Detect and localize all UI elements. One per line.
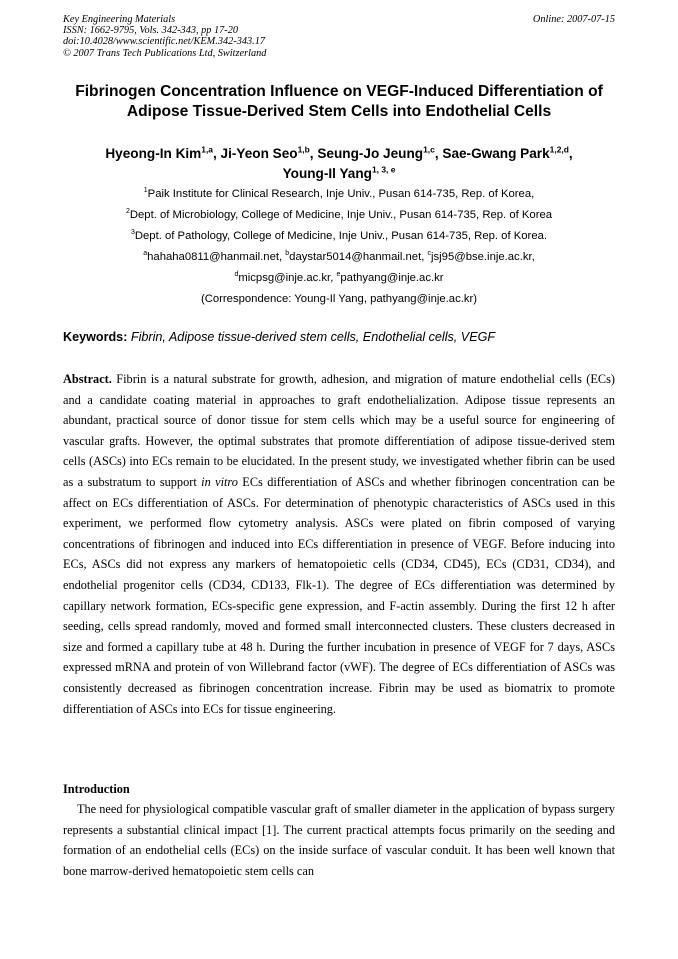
email-address[interactable]: hahaha0811@hanmail.net, — [147, 251, 286, 263]
affiliation-line — [40, 226, 638, 247]
author-name: Seung-Jo Jeung — [317, 146, 424, 161]
correspondence-line: (Correspondence: Young-Il Yang, pathyang@inje.ac.kr) — [200, 293, 478, 305]
email-address[interactable]: micpsg@inje.ac.kr, — [238, 272, 337, 284]
email-marker: b — [285, 250, 290, 258]
title-line-1: Fibrinogen Concentration Influence on VEGF-Induced Differentiation of — [75, 83, 603, 100]
author-affiliation-marker: 1, 3, e — [371, 164, 396, 175]
affiliation-text: Dept. of Microbiology, College of Medicine, Inje Univ., Pusan 614-735, Rep. of Korea — [129, 209, 553, 221]
email-address[interactable]: jsj95@bse.inje.ac.kr, — [431, 251, 535, 263]
abstract-italic: in vitro — [201, 474, 238, 489]
affiliation-marker: 3 — [130, 229, 135, 237]
email-marker: e — [336, 271, 341, 279]
email-line — [40, 268, 638, 289]
author-name: Ji-Yeon Seo — [220, 146, 298, 161]
author-affiliation-marker: 1,a — [201, 144, 213, 155]
affiliation-marker: 2 — [125, 208, 130, 216]
author-emails — [40, 247, 638, 310]
author-list — [40, 144, 638, 184]
email-marker: a — [143, 250, 148, 258]
introduction-text: The need for physiological compatible vascular graft of smaller diameter in the application of bypass surgery represents a substantial clinical impact [1]. The current practical attempts focus primarily on the seeding and formation of an endothelial cells (ECs) on the inside surface of vascular conduit. It has been well known that bone marrow-derived hematopoietic stem cells can — [63, 802, 615, 878]
abstract-label: Abstract. — [63, 372, 112, 386]
journal-name: Key Engineering Materials — [63, 14, 176, 25]
author-name: Sae-Gwang Park — [442, 146, 550, 161]
affiliation-text: Dept. of Pathology, College of Medicine, Inje Univ., Pusan 614-735, Rep. of Korea. — [134, 230, 548, 242]
author-affiliation-marker: 1,c — [423, 144, 435, 155]
affiliation-marker: 1 — [143, 187, 148, 195]
paper-title — [50, 82, 628, 122]
affiliation-line — [40, 205, 638, 226]
doi-line: doi:10.4028/www.scientific.net/KEM.342-343.17 — [63, 36, 266, 48]
email-marker: d — [234, 271, 239, 279]
journal-header — [63, 14, 615, 59]
author-affiliation-marker: 1,b — [297, 144, 310, 155]
keywords-label: Keywords: — [63, 330, 128, 344]
author-name: Hyeong-In Kim — [105, 146, 202, 161]
keywords — [63, 328, 615, 346]
author-affiliation-marker: 1,2,d — [549, 144, 569, 155]
affiliation-text: Paik Institute for Clinical Research, Inje Univ., Pusan 614-735, Rep. of Korea, — [147, 188, 535, 200]
issn-line: ISSN: 1662-9795, Vols. 342-343, pp 17-20 — [63, 25, 239, 37]
email-line — [40, 247, 638, 268]
affiliations — [40, 184, 638, 247]
copyright-line: © 2007 Trans Tech Publications Ltd, Switzerland — [63, 47, 267, 59]
email-marker: c — [427, 250, 431, 258]
author-separator: , — [568, 146, 573, 161]
abstract-text-continued: ECs differentiation of ASCs and whether fibrinogen concentration can be affect on ECs differentiation of ASCs. For determination of phenotypic characteristics of ASCs used in this experiment, we performed flow cytometry analysis. ASCs were plated on fibrin composed of varying concentrations of fibrinogen and induced into ECs differentiation in presence of VEGF. Before inducing into ECs, ASCs did not express any markers of hematopoietic cells (CD34, CD45), ECs (CD31, CD34), and endothelial progenitor cells (CD34, CD133, Flk-1). The degree of ECs differentiation was determined by capillary network formation, ECs-specific gene expression, and F-actin assembly. During the first 12 h after seeding, cells spread randomly, moved and formed small interconnected clusters. These clusters decreased in size and formed a capillary tube at 48 h. During the further incubation in presence of VEGF for 7 days, ASCs expressed mRNA and protein of von Willebrand factor (vWF). The degree of ECs differentiation of ASCs was consistently decreased as fibrinogen concentration increase. Fibrin may be used as biomatrix to promote differentiation of ASCs into ECs for tissue engineering. — [63, 474, 616, 716]
title-line-2: Adipose Tissue-Derived Stem Cells into Endothelial Cells — [126, 103, 552, 120]
author-separator: , — [212, 146, 221, 161]
author-separator: , — [434, 146, 443, 161]
keywords-text: Fibrin, Adipose tissue-derived stem cells, Endothelial cells, VEGF — [130, 330, 496, 344]
online-date: Online: 2007-07-15 — [532, 14, 615, 25]
author-separator: , — [309, 146, 318, 161]
abstract-text: Fibrin is a natural substrate for growth, adhesion, and migration of mature endothelial cells (ECs) and a candidate coating material in approaches to graft endothelialization. Adipose tissue represents an abundant, practical source of donor tissue for stem cells which may be a useful source for engineering of vascular grafts. However, the optimal substrates that promote differentiation of adipose tissue-derived stem cells (ASCs) into ECs remain to be elucidated. In the present study, we investigated whether fibrin can be used as a substratum to support — [63, 372, 615, 489]
affiliation-line — [40, 184, 638, 205]
email-address[interactable]: daystar5014@hanmail.net, — [289, 251, 428, 263]
introduction-heading: Introduction — [63, 782, 130, 796]
author-name: Young-Il Yang — [282, 166, 372, 181]
email-address[interactable]: pathyang@inje.ac.kr — [340, 272, 444, 284]
abstract — [63, 369, 615, 719]
